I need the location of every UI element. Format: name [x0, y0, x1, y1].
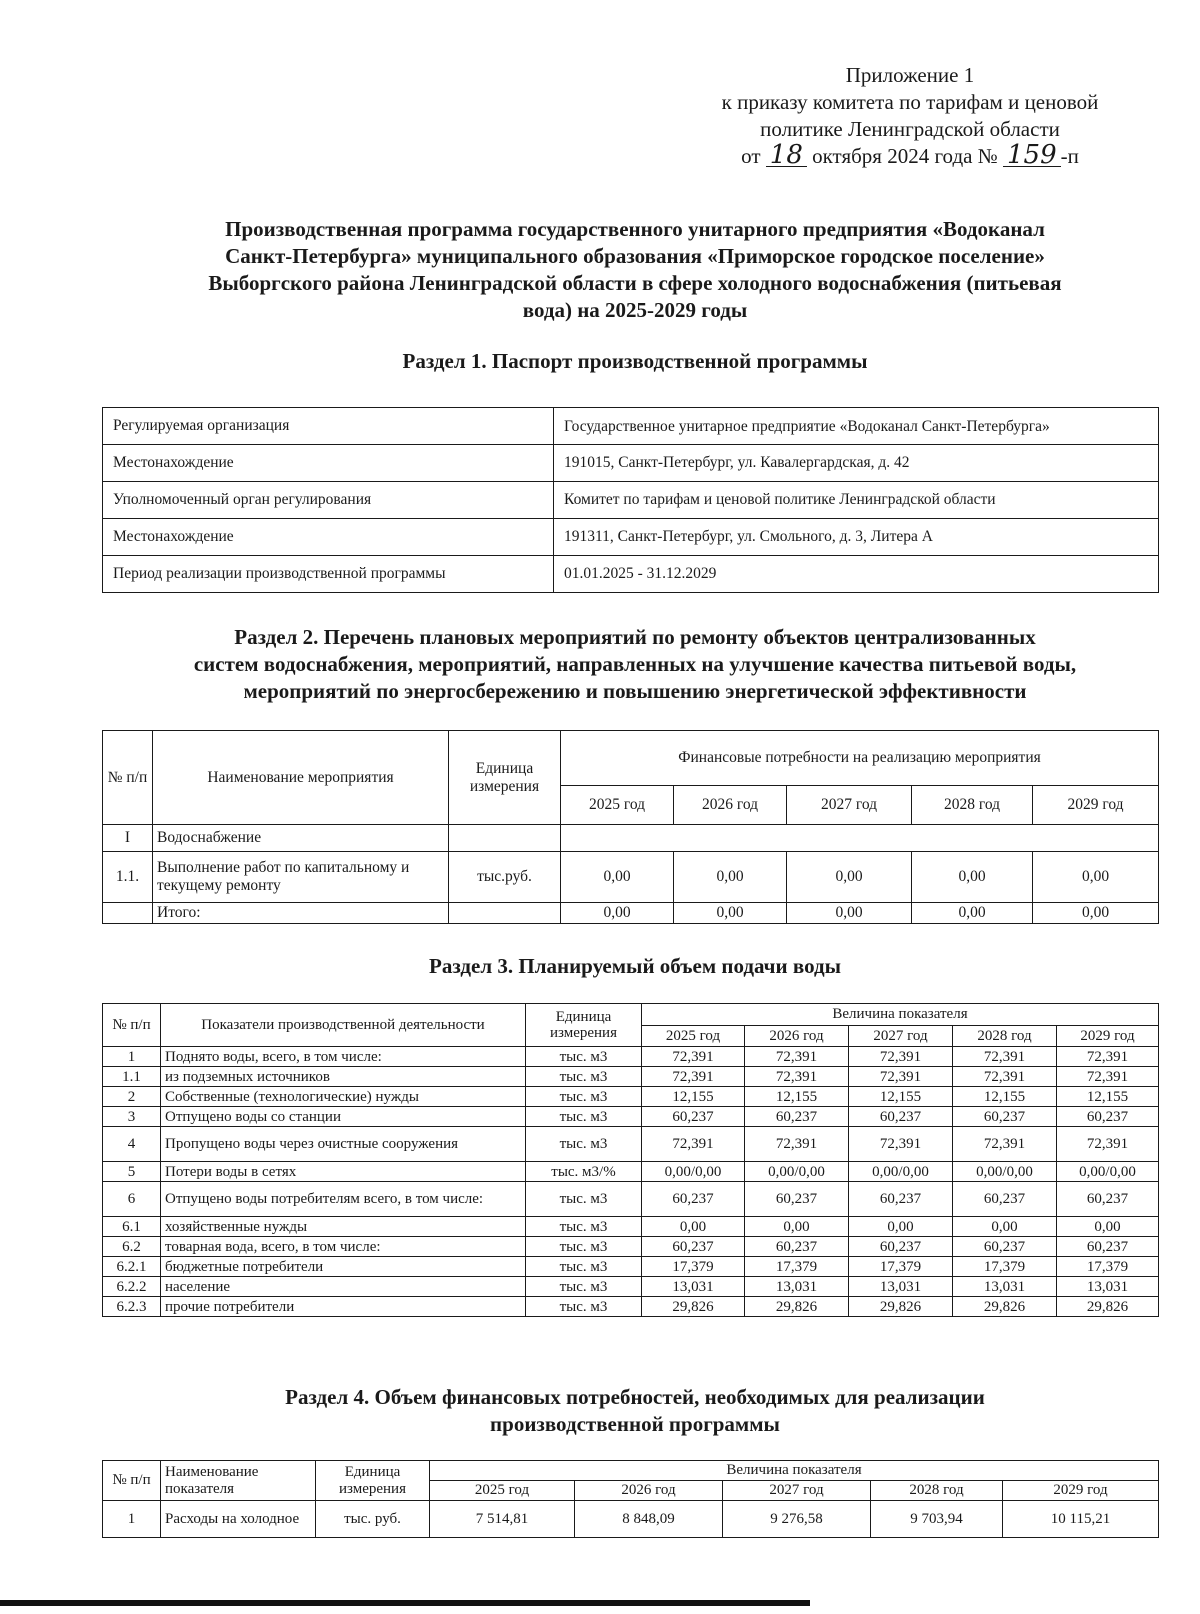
order-day-handwritten: 18: [766, 144, 807, 167]
row-value: 60,237: [953, 1182, 1057, 1217]
row-unit: тыс. м3: [526, 1087, 642, 1107]
row-num: 1.1.: [103, 852, 153, 903]
row-unit: тыс.руб.: [449, 852, 561, 903]
row-value: 60,237: [953, 1237, 1057, 1257]
row-value: 9 703,94: [871, 1501, 1003, 1538]
row-value: 72,391: [953, 1127, 1057, 1162]
section2-heading-line-1: Раздел 2. Перечень плановых мероприятий по ремонту объектов централизованных: [234, 625, 1036, 649]
year-header: 2026 год: [674, 786, 787, 825]
col-group-header: Величина показателя: [430, 1461, 1159, 1481]
row-value: 72,391: [849, 1047, 953, 1067]
row-name: прочие потребители: [161, 1297, 526, 1317]
passport-label: Местонахождение: [103, 445, 554, 482]
row-name: товарная вода, всего, в том числе:: [161, 1237, 526, 1257]
row-unit: тыс. м3: [526, 1182, 642, 1217]
year-header: 2029 год: [1003, 1481, 1159, 1501]
year-header: 2025 год: [642, 1025, 745, 1047]
row-value: 0,00: [912, 852, 1033, 903]
row-value: 60,237: [1057, 1107, 1159, 1127]
col-num-header: № п/п: [103, 1461, 161, 1501]
section2-heading-line-3: мероприятий по энергосбережению и повышению энергетической эффективности: [243, 679, 1027, 703]
row-name: Выполнение работ по капитальному и текущему ремонту: [153, 852, 449, 903]
row-value: 0,00: [1033, 852, 1159, 903]
row-value: 0,00: [787, 852, 912, 903]
row-value: 13,031: [745, 1277, 849, 1297]
row-num: [103, 903, 153, 924]
row-value: 72,391: [1057, 1067, 1159, 1087]
row-value: 13,031: [849, 1277, 953, 1297]
row-name: Итого:: [153, 903, 449, 924]
table-row: [103, 482, 1159, 519]
row-name: бюджетные потребители: [161, 1257, 526, 1277]
title-line-4: вода) на 2025-2029 годы: [522, 298, 748, 322]
row-value: 72,391: [642, 1127, 745, 1162]
passport-value: Государственное унитарное предприятие «Водоканал Санкт-Петербурга»: [554, 408, 1159, 445]
row-value: 29,826: [642, 1297, 745, 1317]
row-value: 13,031: [642, 1277, 745, 1297]
table-row: [103, 408, 1159, 445]
row-num: 6.2: [103, 1237, 161, 1257]
section2-heading: [100, 624, 1170, 705]
row-value: 29,826: [849, 1297, 953, 1317]
row-value: 17,379: [1057, 1257, 1159, 1277]
row-name: Водоснабжение: [153, 825, 449, 852]
row-value: 0,00: [561, 903, 674, 924]
row-value: 72,391: [849, 1127, 953, 1162]
row-value: 60,237: [642, 1237, 745, 1257]
document-title: [120, 216, 1150, 324]
row-value: 0,00: [674, 852, 787, 903]
table-row: [103, 556, 1159, 593]
table-header-row: [103, 731, 1159, 786]
table-row: [103, 1067, 1159, 1087]
table-row: [103, 519, 1159, 556]
table-row: [103, 1237, 1159, 1257]
row-num: 6.1: [103, 1217, 161, 1237]
row-value: 60,237: [642, 1107, 745, 1127]
water-volume-body: [103, 1047, 1159, 1317]
row-unit: тыс. м3: [526, 1297, 642, 1317]
row-unit: тыс. руб.: [316, 1501, 430, 1538]
row-value: 72,391: [745, 1047, 849, 1067]
passport-value: 191311, Санкт-Петербург, ул. Смольного, д. 3, Литера А: [554, 519, 1159, 556]
row-value: 12,155: [1057, 1087, 1159, 1107]
row-name: Отпущено воды потребителям всего, в том числе:: [161, 1182, 526, 1217]
col-name-header: Наименование мероприятия: [153, 731, 449, 825]
financial-needs-table: [102, 1460, 1159, 1538]
col-unit-header: Единица измерения: [449, 731, 561, 825]
row-unit: тыс. м3: [526, 1277, 642, 1297]
table-row: [103, 1297, 1159, 1317]
row-unit: [449, 825, 561, 852]
passport-value: Комитет по тарифам и ценовой политике Ленинградской области: [554, 482, 1159, 519]
year-header: 2029 год: [1057, 1025, 1159, 1047]
row-value: 72,391: [642, 1047, 745, 1067]
water-volume-table: [102, 1003, 1159, 1317]
table-row: [103, 1107, 1159, 1127]
row-num: 6.2.1: [103, 1257, 161, 1277]
row-value: 9 276,58: [723, 1501, 871, 1538]
section4-heading-line-2: производственной программы: [490, 1412, 780, 1436]
passport-value: 191015, Санкт-Петербург, ул. Кавалергардская, д. 42: [554, 445, 1159, 482]
row-unit: [449, 903, 561, 924]
row-value: 0,00: [642, 1217, 745, 1237]
row-num: 1: [103, 1501, 161, 1538]
row-value: 0,00/0,00: [1057, 1162, 1159, 1182]
row-value: 0,00/0,00: [849, 1162, 953, 1182]
table-header-row: [103, 1461, 1159, 1481]
section2-heading-line-2: систем водоснабжения, мероприятий, направленных на улучшение качества питьевой воды,: [193, 652, 1077, 676]
row-num: 6.2.2: [103, 1277, 161, 1297]
year-header: 2026 год: [575, 1481, 723, 1501]
row-value: 12,155: [849, 1087, 953, 1107]
title-line-2: Санкт-Петербурга» муниципального образования «Приморское городское поселение»: [225, 244, 1045, 268]
row-name: Собственные (технологические) нужды: [161, 1087, 526, 1107]
row-value: 17,379: [642, 1257, 745, 1277]
row-value: 72,391: [745, 1067, 849, 1087]
title-line-3: Выборгского района Ленинградской области в сфере холодного водоснабжения (питьевая: [208, 271, 1062, 295]
year-header: 2025 год: [430, 1481, 575, 1501]
year-header: 2027 год: [849, 1025, 953, 1047]
table-row: [103, 1277, 1159, 1297]
row-name: из подземных источников: [161, 1067, 526, 1087]
row-value: 72,391: [1057, 1127, 1159, 1162]
order-number-handwritten: 159: [1003, 144, 1061, 167]
row-value: 12,155: [642, 1087, 745, 1107]
row-num: 1.1: [103, 1067, 161, 1087]
row-num: 1: [103, 1047, 161, 1067]
row-value: 13,031: [953, 1277, 1057, 1297]
row-value: 0,00: [745, 1217, 849, 1237]
row-value: 72,391: [642, 1067, 745, 1087]
row-value: 29,826: [1057, 1297, 1159, 1317]
row-num: 4: [103, 1127, 161, 1162]
table-row: [103, 1087, 1159, 1107]
row-value: 60,237: [745, 1237, 849, 1257]
row-value: 17,379: [849, 1257, 953, 1277]
row-value: 72,391: [1057, 1047, 1159, 1067]
row-num: I: [103, 825, 153, 852]
year-header: 2025 год: [561, 786, 674, 825]
table-row: [103, 1217, 1159, 1237]
row-value: 0,00/0,00: [953, 1162, 1057, 1182]
order-date-text: октября 2024 года №: [812, 144, 998, 168]
appendix-line-2: к приказу комитета по тарифам и ценовой: [721, 90, 1099, 114]
row-value: 60,237: [849, 1107, 953, 1127]
appendix-line-1: Приложение 1: [845, 63, 975, 87]
row-value: 60,237: [642, 1182, 745, 1217]
table-row: [103, 825, 1159, 852]
row-value: 60,237: [849, 1182, 953, 1217]
row-unit: тыс. м3: [526, 1107, 642, 1127]
year-header: 2028 год: [912, 786, 1033, 825]
table-row: [103, 1127, 1159, 1162]
row-name: Пропущено воды через очистные сооружения: [161, 1127, 526, 1162]
appendix-line-3: политике Ленинградской области: [760, 117, 1060, 141]
table-row: [103, 1501, 1159, 1538]
col-name-header: Показатели производственной деятельности: [161, 1004, 526, 1047]
row-value: 60,237: [1057, 1182, 1159, 1217]
appendix-line-4: [660, 140, 1160, 170]
scan-edge-bar: [0, 1600, 810, 1606]
row-value: 60,237: [849, 1237, 953, 1257]
row-unit: тыс. м3: [526, 1047, 642, 1067]
section4-heading-line-1: Раздел 4. Объем финансовых потребностей, необходимых для реализации: [285, 1385, 985, 1409]
col-unit-header: Единица измерения: [526, 1004, 642, 1047]
row-value: 0,00: [1033, 903, 1159, 924]
row-value: 72,391: [953, 1067, 1057, 1087]
row-value: 12,155: [745, 1087, 849, 1107]
row-value: 72,391: [745, 1127, 849, 1162]
row-value: 0,00: [912, 903, 1033, 924]
row-value: 0,00/0,00: [745, 1162, 849, 1182]
table-row: [103, 1047, 1159, 1067]
passport-label: Местонахождение: [103, 519, 554, 556]
row-name: Потери воды в сетях: [161, 1162, 526, 1182]
row-value: 0,00: [1057, 1217, 1159, 1237]
row-num: 5: [103, 1162, 161, 1182]
table-row: [103, 852, 1159, 903]
row-unit: тыс. м3: [526, 1257, 642, 1277]
row-value: 60,237: [745, 1182, 849, 1217]
row-value: 0,00: [561, 852, 674, 903]
row-name: Расходы на холодное: [161, 1501, 316, 1538]
row-name: Поднято воды, всего, в том числе:: [161, 1047, 526, 1067]
row-value: 72,391: [953, 1047, 1057, 1067]
table-row: [103, 1162, 1159, 1182]
row-value: 0,00: [674, 903, 787, 924]
row-value: 17,379: [953, 1257, 1057, 1277]
section1-heading: Раздел 1. Паспорт производственной программы: [402, 349, 868, 373]
col-group-header: Финансовые потребности на реализацию мероприятия: [561, 731, 1159, 786]
row-num: 3: [103, 1107, 161, 1127]
row-value: 12,155: [953, 1087, 1057, 1107]
row-value: 13,031: [1057, 1277, 1159, 1297]
col-num-header: № п/п: [103, 731, 153, 825]
row-unit: тыс. м3: [526, 1237, 642, 1257]
col-name-header: Наименование показателя: [161, 1461, 316, 1501]
table-row: [103, 445, 1159, 482]
row-value: 10 115,21: [1003, 1501, 1159, 1538]
row-num: 2: [103, 1087, 161, 1107]
row-value: 0,00: [787, 903, 912, 924]
table-header-row: [103, 1004, 1159, 1026]
passport-label: Период реализации производственной программы: [103, 556, 554, 593]
row-value: 60,237: [1057, 1237, 1159, 1257]
row-value: 29,826: [953, 1297, 1057, 1317]
row-value: 8 848,09: [575, 1501, 723, 1538]
row-value: 29,826: [745, 1297, 849, 1317]
table-row: [103, 1257, 1159, 1277]
order-number-suffix: -п: [1060, 144, 1079, 168]
passport-table: [102, 407, 1159, 593]
passport-label: Регулируемая организация: [103, 408, 554, 445]
row-name: население: [161, 1277, 526, 1297]
row-name: Отпущено воды со станции: [161, 1107, 526, 1127]
measures-table: [102, 730, 1159, 924]
row-num: 6: [103, 1182, 161, 1217]
appendix-header: [660, 62, 1160, 170]
row-num: 6.2.3: [103, 1297, 161, 1317]
row-value: 60,237: [745, 1107, 849, 1127]
passport-value: 01.01.2025 - 31.12.2029: [554, 556, 1159, 593]
col-group-header: Величина показателя: [642, 1004, 1159, 1026]
year-header: 2027 год: [723, 1481, 871, 1501]
section3-heading: Раздел 3. Планируемый объем подачи воды: [429, 954, 841, 978]
row-unit: тыс. м3: [526, 1127, 642, 1162]
row-value: 7 514,81: [430, 1501, 575, 1538]
row-unit: тыс. м3: [526, 1217, 642, 1237]
table-row: [103, 903, 1159, 924]
section4-heading: [120, 1384, 1150, 1438]
title-line-1: Производственная программа государственного унитарного предприятия «Водоканал: [225, 217, 1045, 241]
table-row: [103, 1182, 1159, 1217]
year-header: 2029 год: [1033, 786, 1159, 825]
row-value: 60,237: [953, 1107, 1057, 1127]
row-value: 0,00: [953, 1217, 1057, 1237]
row-value: 72,391: [849, 1067, 953, 1087]
row-values: [561, 825, 1159, 852]
row-value: 0,00: [849, 1217, 953, 1237]
row-name: хозяйственные нужды: [161, 1217, 526, 1237]
year-header: 2028 год: [871, 1481, 1003, 1501]
passport-label: Уполномоченный орган регулирования: [103, 482, 554, 519]
order-from-label: от: [741, 144, 761, 168]
col-num-header: № п/п: [103, 1004, 161, 1047]
row-value: 17,379: [745, 1257, 849, 1277]
year-header: 2027 год: [787, 786, 912, 825]
row-unit: тыс. м3/%: [526, 1162, 642, 1182]
col-unit-header: Единица измерения: [316, 1461, 430, 1501]
row-unit: тыс. м3: [526, 1067, 642, 1087]
year-header: 2026 год: [745, 1025, 849, 1047]
row-value: 0,00/0,00: [642, 1162, 745, 1182]
year-header: 2028 год: [953, 1025, 1057, 1047]
